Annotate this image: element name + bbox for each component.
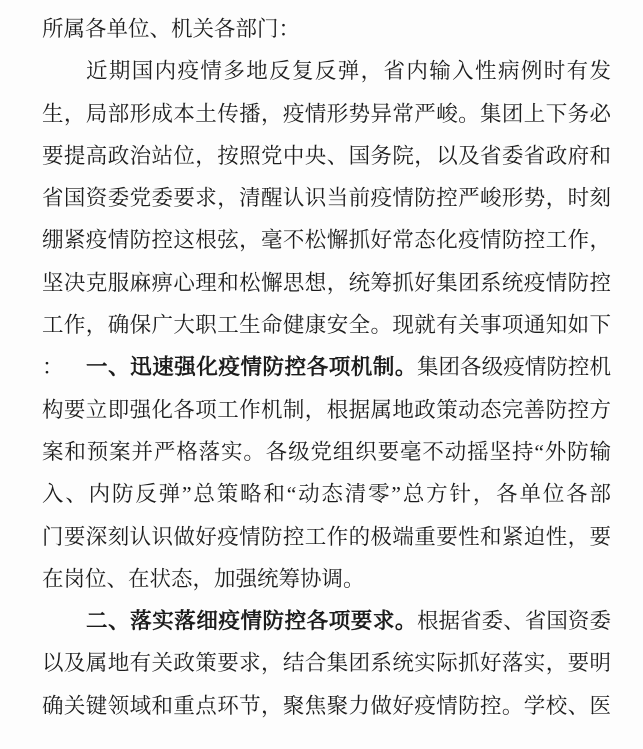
line-text: 绷紧疫情防控这根弦，毫不松懈抓好常态化疫情防控工作， [42, 228, 611, 253]
line-text: 构要立即强化各项工作机制，根据属地政策动态完善防控方 [42, 397, 611, 422]
document-body [42, 8, 611, 727]
line-text: 入、内防反弹”总策略和“动态清零”总方针，各单位各部 [42, 482, 611, 507]
line-text: 近期国内疫情多地反复反弹，省内输入性病例时有发 [86, 59, 611, 84]
text-line-17 [42, 685, 611, 727]
text-line-9 [42, 346, 611, 388]
text-line-2 [42, 50, 611, 92]
line-text: 在岗位、在状态，加强统筹协调。 [42, 566, 365, 591]
line-text: 根据省委、省国资委 [416, 609, 611, 634]
text-line-10 [42, 389, 611, 431]
line-text: 工作，确保广大职工生命健康安全。现就有关事项通知如下： [42, 313, 611, 380]
text-line-3 [42, 93, 611, 135]
line-text: 要提高政治站位，按照党中央、国务院，以及省委省政府和 [42, 143, 611, 168]
line-text: 集团各级疫情防控机 [416, 355, 611, 380]
text-line-6 [42, 219, 611, 261]
text-line-1 [42, 8, 611, 50]
text-line-4 [42, 135, 611, 177]
line-text: 坚决克服麻痹心理和松懈思想，统筹抓好集团系统疫情防控 [42, 270, 611, 295]
text-line-14 [42, 558, 611, 600]
line-text: 以及属地有关政策要求，结合集团系统实际抓好落实，要明 [42, 651, 611, 676]
text-line-12 [42, 473, 611, 515]
line-text: 门要深刻认识做好疫情防控工作的极端重要性和紧迫性，要 [42, 524, 611, 549]
section-heading: 二、落实落细疫情防控各项要求。 [86, 609, 417, 634]
line-text: 确关键领域和重点环节，聚焦聚力做好疫情防控。学校、医 [42, 693, 611, 718]
line-text: 案和预案并严格落实。各级党组织要毫不动摇坚持“外防输 [42, 439, 611, 464]
text-line-11 [42, 431, 611, 473]
line-text: 所属各单位、机关各部门： [42, 17, 301, 41]
text-line-7 [42, 262, 611, 304]
line-text: 生，局部形成本土传播，疫情形势异常严峻。集团上下务必 [42, 101, 611, 126]
section-heading: 一、迅速强化疫情防控各项机制。 [86, 355, 417, 380]
text-line-15 [42, 600, 611, 642]
text-line-13 [42, 516, 611, 558]
line-text: 省国资委党委要求，清醒认识当前疫情防控严峻形势，时刻 [42, 186, 611, 211]
text-line-16 [42, 642, 611, 684]
text-line-5 [42, 177, 611, 219]
